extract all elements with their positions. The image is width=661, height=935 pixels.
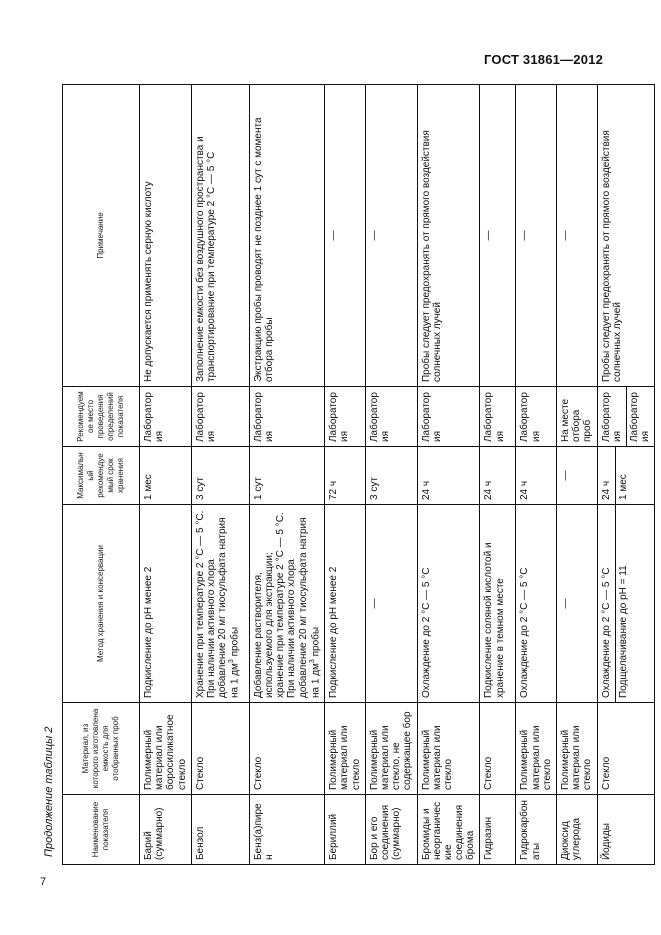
col-header-method: Метод хранения и консервации xyxy=(63,505,140,703)
cell-method: — xyxy=(365,505,417,703)
cell-name: Диоксид углерода xyxy=(557,795,598,865)
cell-name: Бенз(а)пирен xyxy=(249,795,324,865)
term-text: 24 ч xyxy=(600,480,612,500)
cell-place: На месте отбора проб xyxy=(557,387,598,447)
table-row xyxy=(557,85,598,865)
cell-place: Лаборатория xyxy=(480,387,516,447)
col-header-note: Примечание xyxy=(63,85,140,387)
table-row xyxy=(417,85,480,865)
cell-method xyxy=(249,505,324,703)
col-header-indicator: Наименование показателя xyxy=(63,795,140,865)
cell-note: — xyxy=(557,85,598,387)
cell-name: Бромиды и неорганические соединения брома xyxy=(417,795,480,865)
table-header-row xyxy=(63,85,140,865)
table-caption: Продолжение таблицы 2 xyxy=(43,726,55,857)
term-text-2: 1 мес xyxy=(615,447,629,504)
cell-term: 3 сут xyxy=(191,447,249,505)
cell-material: Полимерный материал или стекло xyxy=(516,703,557,795)
method-text: Хранение при температуре 2 °C — 5 °C. При наличии активного хлора добавление 20 мг тиосульфата натрия на 1 дм xyxy=(194,510,241,698)
cell-term: 24 ч xyxy=(480,447,516,505)
method-tail: пробы xyxy=(310,626,322,660)
storage-table xyxy=(62,84,655,865)
cell-term: 1 мес xyxy=(140,447,192,505)
cell-note: Пробы следует предохранять от прямого воздействия солнечных лучей xyxy=(417,85,480,387)
cell-term: 24 ч xyxy=(516,447,557,505)
col-header-term: Максимальный рекомендуемый срок хранения xyxy=(63,447,140,505)
cell-note: Экстракцию пробы проводят не позднее 1 сут с момента отбора пробы xyxy=(249,85,324,387)
table-row xyxy=(365,85,417,865)
cell-note: Пробы следует предохранять от прямого воздействия солнечных лучей xyxy=(597,85,655,387)
place-text: Лаборатория xyxy=(600,392,623,442)
cell-term: 24 ч xyxy=(417,447,480,505)
cell-method: Подкисление до рН менее 2 xyxy=(140,505,192,703)
cell-note: — xyxy=(480,85,516,387)
cell-method: Охлаждение до 2 °C — 5 °C xyxy=(516,505,557,703)
cell-material: Полимерный материал или стекло xyxy=(417,703,480,795)
cell-place xyxy=(597,387,655,447)
cell-material: Полимерный материал или боросиликатное стекло xyxy=(140,703,192,795)
cell-name: Бензол xyxy=(191,795,249,865)
cell-material: Стекло xyxy=(191,703,249,795)
cell-note: — xyxy=(325,85,366,387)
method-tail: пробы xyxy=(229,626,241,660)
cell-name: Йодиды xyxy=(597,795,655,865)
table-row xyxy=(597,85,655,865)
table-row xyxy=(325,85,366,865)
cell-method: Охлаждение до 2 °C — 5 °C xyxy=(417,505,480,703)
cell-note: — xyxy=(516,85,557,387)
method-text: Охлаждение до 2 °C — 5 °C xyxy=(600,567,612,698)
cell-material: Стекло xyxy=(249,703,324,795)
method-text-2: Подщелачивание до рН = 11 xyxy=(615,505,629,702)
col-header-material: Материал, из которого изготовлена емкость для отобранных проб xyxy=(63,703,140,795)
cell-term: 72 ч xyxy=(325,447,366,505)
cell-name: Гидрокарбонаты xyxy=(516,795,557,865)
cell-method: — xyxy=(557,505,598,703)
col-header-place: Рекомендуемое место проведения определений показателя xyxy=(63,387,140,447)
cell-name: Гидразин xyxy=(480,795,516,865)
method-text: Добавление растворителя, используемого для экстракции; хранение при температуре 2 °C — 5 °C. При наличии активного хлора добавление 20 мг тиосульфата натрия на 1 дм xyxy=(252,512,322,698)
table-row xyxy=(249,85,324,865)
cell-place: Лаборатория xyxy=(417,387,480,447)
unit-superscript: 3 xyxy=(228,659,236,664)
cell-term: 3 сут xyxy=(365,447,417,505)
cell-note: Заполнение емкости без воздушного пространства и транспортирование при температуре 2 °C — 5 °C xyxy=(191,85,249,387)
cell-name: Бериллий xyxy=(325,795,366,865)
cell-place: Лаборатория xyxy=(140,387,192,447)
cell-place: Лаборатория xyxy=(249,387,324,447)
cell-place: Лаборатория xyxy=(325,387,366,447)
cell-note: — xyxy=(365,85,417,387)
page-number: 7 xyxy=(40,876,47,888)
cell-place: Лаборатория xyxy=(365,387,417,447)
cell-place: Лаборатория xyxy=(516,387,557,447)
cell-term: — xyxy=(557,447,598,505)
cell-method: Подкисление соляной кислотой и хранение в темном месте xyxy=(480,505,516,703)
table-row xyxy=(191,85,249,865)
cell-material: Стекло xyxy=(597,703,655,795)
cell-material: Полимерный материал или стекло, не содержащее бор xyxy=(365,703,417,795)
cell-term: 1 сут xyxy=(249,447,324,505)
cell-method xyxy=(191,505,249,703)
rotated-table-block xyxy=(40,85,652,865)
table-row xyxy=(516,85,557,865)
cell-name: Бор и его соединения (суммарно) xyxy=(365,795,417,865)
cell-term xyxy=(597,447,655,505)
cell-place: Лаборатория xyxy=(191,387,249,447)
cell-method xyxy=(597,505,655,703)
cell-material: Полимерный материал или стекло xyxy=(557,703,598,795)
table-row xyxy=(480,85,516,865)
standard-header: ГОСТ 31861—2012 xyxy=(484,52,603,67)
unit-superscript: 3 xyxy=(308,659,316,664)
place-text-2: Лаборатория xyxy=(626,387,651,446)
cell-material: Стекло xyxy=(480,703,516,795)
cell-note: Не допускается применять серную кислоту xyxy=(140,85,192,387)
cell-material: Полимерный материал или стекло xyxy=(325,703,366,795)
cell-method: Подкисление до рН менее 2 xyxy=(325,505,366,703)
table-row xyxy=(140,85,192,865)
cell-name: Барий (суммарно) xyxy=(140,795,192,865)
